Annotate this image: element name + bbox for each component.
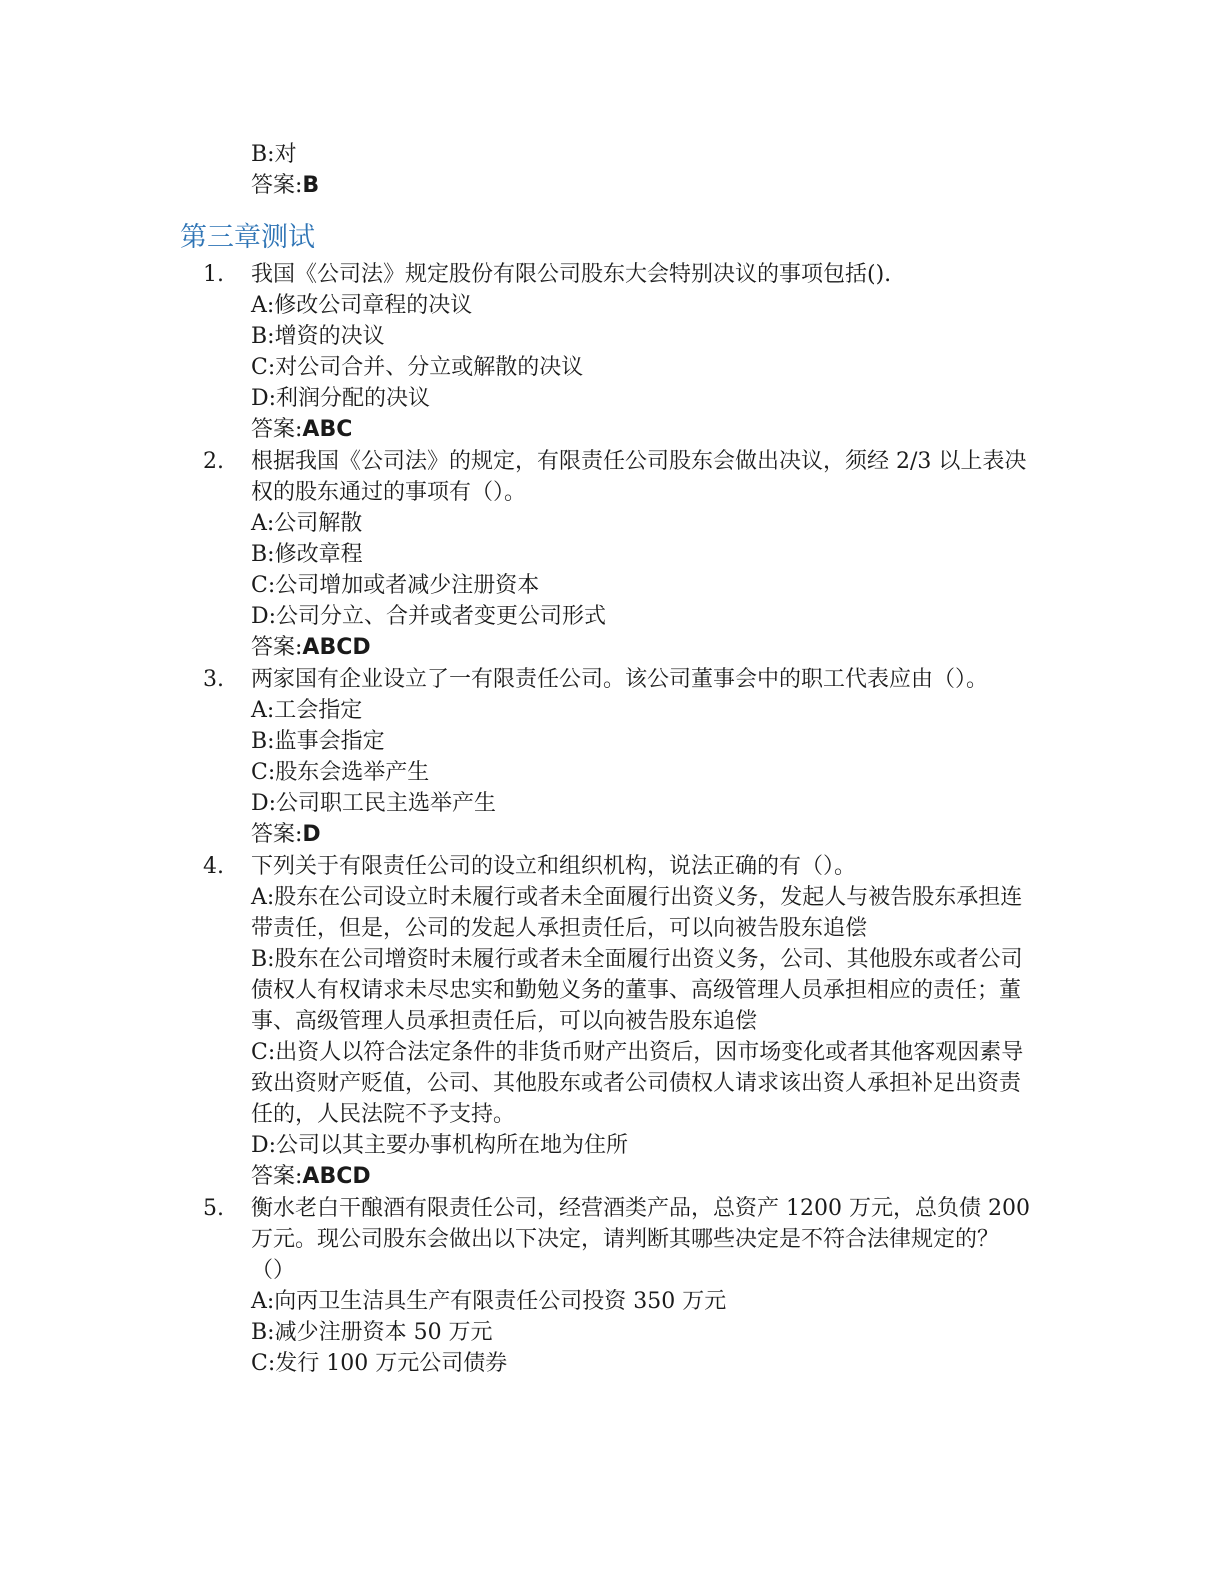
option-c: C:公司增加或者减少注册资本 <box>251 573 540 598</box>
question-stem: 我国《公司法》规定股份有限公司股东大会特别决议的事项包括(). <box>251 262 892 287</box>
answer-line <box>251 632 1060 664</box>
answer-label: 答案: <box>251 417 303 442</box>
section-title: 第三章测试 <box>180 222 315 253</box>
option-d: D:公司职工民主选举产生 <box>251 791 497 816</box>
option-a: A:工会指定 <box>251 698 363 723</box>
option-c: C:发行 100 万元公司债券 <box>251 1351 508 1376</box>
question-stem: 根据我国《公司法》的规定，有限责任公司股东会做出决议，须经 2/3 以上表决权的股东通过的事项有（）。 <box>251 449 1027 505</box>
option-c: C:股东会选举产生 <box>251 760 430 785</box>
option-b: B:监事会指定 <box>251 729 385 754</box>
option-a: A:公司解散 <box>251 511 363 536</box>
question-stem: 下列关于有限责任公司的设立和组织机构，说法正确的有（）。 <box>251 854 857 879</box>
option-b: B:股东在公司增资时未履行或者未全面履行出资义务，公司、其他股东或者公司债权人有权请求未尽忠实和勤勉义务的董事、高级管理人员承担相应的责任；董事、高级管理人员承担责任后，可以向被告股东追偿 <box>251 947 1023 1034</box>
answer-label: 答案: <box>251 822 303 847</box>
answer-line <box>251 170 1051 202</box>
question-item <box>180 1193 1060 1379</box>
option-c: C:出资人以符合法定条件的非货币财产出资后，因市场变化或者其他客观因素导致出资财产贬值，公司、其他股东或者公司债权人请求该出资人承担补足出资责任的，人民法院不予支持。 <box>251 1040 1024 1127</box>
option-d: D:公司以其主要办事机构所在地为住所 <box>251 1133 629 1158</box>
answer-value: B <box>302 173 320 198</box>
option-b: B:修改章程 <box>251 542 363 567</box>
option-d: D:公司分立、合并或者变更公司形式 <box>251 604 607 629</box>
question-stem: 衡水老白干酿酒有限责任公司，经营酒类产品，总资产 1200 万元，总负债 200 万元。现公司股东会做出以下决定，请判断其哪些决定是不符合法律规定的？（） <box>251 1196 1030 1283</box>
option-b: B:对 <box>251 142 297 167</box>
question-number: 4. <box>203 854 224 879</box>
answer-value: ABCD <box>302 635 371 660</box>
question-number: 2. <box>203 449 224 474</box>
option-b: B:增资的决议 <box>251 324 385 349</box>
answer-line <box>251 819 1060 851</box>
answer-value: ABC <box>302 417 353 442</box>
answer-value: D <box>302 822 321 847</box>
previous-question-tail <box>251 139 1051 202</box>
question-stem: 两家国有企业设立了一有限责任公司。该公司董事会中的职工代表应由（）。 <box>251 667 989 692</box>
option-d: D:利润分配的决议 <box>251 386 431 411</box>
answer-label: 答案: <box>251 173 303 198</box>
question-item <box>180 851 1060 1193</box>
option-a: A:向丙卫生洁具生产有限责任公司投资 350 万元 <box>251 1289 727 1314</box>
option-a: A:股东在公司设立时未履行或者未全面履行出资义务，发起人与被告股东承担连带责任，但是，公司的发起人承担责任后，可以向被告股东追偿 <box>251 885 1023 941</box>
answer-line <box>251 414 1060 446</box>
option-b: B:减少注册资本 50 万元 <box>251 1320 493 1345</box>
question-number: 5. <box>203 1196 224 1221</box>
question-number: 3. <box>203 667 224 692</box>
answer-line <box>251 1161 1060 1193</box>
answer-value: ABCD <box>302 1164 371 1189</box>
answer-label: 答案: <box>251 1164 303 1189</box>
question-number: 1. <box>203 262 224 287</box>
option-c: C:对公司合并、分立或解散的决议 <box>251 355 584 380</box>
question-item <box>180 664 1060 851</box>
question-item <box>180 446 1060 664</box>
question-list <box>180 259 1060 1379</box>
answer-label: 答案: <box>251 635 303 660</box>
option-a: A:修改公司章程的决议 <box>251 293 473 318</box>
question-item <box>180 259 1060 446</box>
